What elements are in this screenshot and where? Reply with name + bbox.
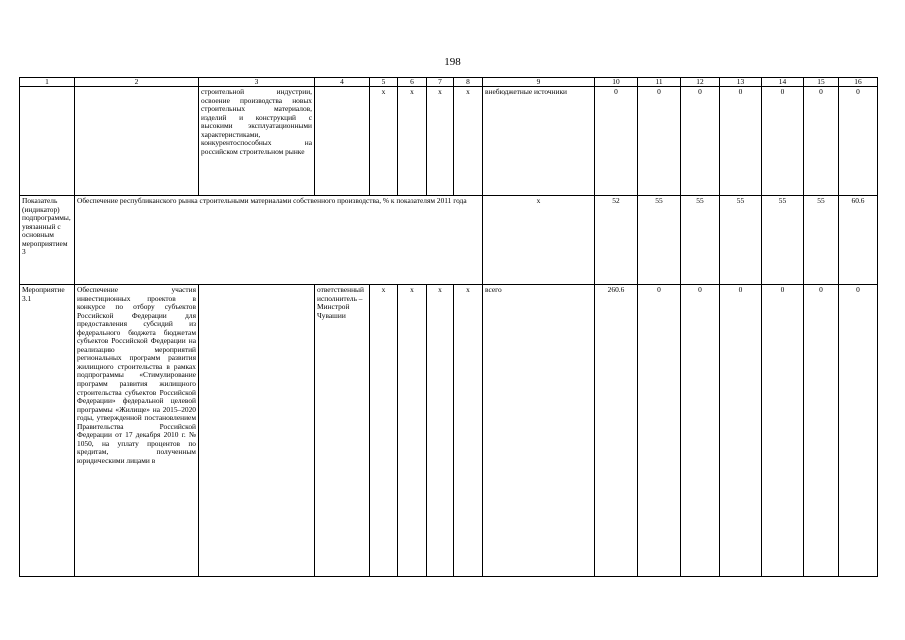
row3-code-cell: x [370, 285, 398, 577]
row2-name-cell: Показатель (индикатор) подпрограммы, увязанный с основным мероприятием 3 [20, 196, 75, 285]
row1-executor-cell [315, 87, 370, 196]
row3-value-cell: 0 [681, 285, 720, 577]
page-number: 198 [444, 56, 461, 68]
header-cell: 14 [762, 78, 804, 87]
row1-title-cell [75, 87, 199, 196]
row3-value-cell: 0 [839, 285, 878, 577]
row2-value-cell: 55 [720, 196, 762, 285]
header-cell: 15 [804, 78, 839, 87]
row2-value-cell: 55 [681, 196, 720, 285]
row1-value-cell: 0 [762, 87, 804, 196]
row3-value-cell: 0 [804, 285, 839, 577]
row1-description-cell: строительной индустрии, освоение производства новых строительных материалов, изделий и конструкций с высокими эксплуатационными характеристиками, конкурентоспособных на российском строительном рынке [199, 87, 315, 196]
header-cell: 8 [454, 78, 483, 87]
row1-code-cell: x [398, 87, 427, 196]
header-cell: 7 [427, 78, 454, 87]
row1-value-cell: 0 [638, 87, 681, 196]
row3-value-cell: 0 [638, 285, 681, 577]
row3-value-cell: 260.6 [595, 285, 638, 577]
header-cell: 16 [839, 78, 878, 87]
table-row [20, 285, 878, 577]
row2-value-cell: 55 [804, 196, 839, 285]
row3-code-cell: x [398, 285, 427, 577]
row1-value-cell: 0 [681, 87, 720, 196]
header-cell: 12 [681, 78, 720, 87]
row2-source-cell: x [483, 196, 595, 285]
table-row [20, 196, 878, 285]
row2-indicator-cell: Обеспечение республиканского рынка строительными материалами собственного производства, % к показателям 2011 года [75, 196, 483, 285]
table-header-row [20, 78, 878, 87]
row3-value-cell: 0 [720, 285, 762, 577]
row3-description-cell: Обеспечение участия инвестиционных проектов в конкурсе по отбору субъектов Российской Федерации для предоставления субсидий из федерального бюджета бюджетам субъектов Российской Федерации на реализацию мероприятий региональных программ развития жилищного строительства в рамках подпрограммы «Стимулирование программ развития жилищного строительства субъектов Российской Федерации» федеральной целевой программы «Жилище» на 2015–2020 годы, утвержденной постановлением Правительства Российской Федерации от 17 декабря 2010 г. № 1050, на уплату процентов по кредитам, полученным юридическими лицами в [75, 285, 199, 577]
table-row [20, 87, 878, 196]
row3-value-cell: 0 [762, 285, 804, 577]
row1-code-cell: x [454, 87, 483, 196]
row2-value-cell: 55 [762, 196, 804, 285]
header-cell: 9 [483, 78, 595, 87]
row3-source-cell: всего [483, 285, 595, 577]
header-cell: 11 [638, 78, 681, 87]
row1-source-cell: внебюджетные источники [483, 87, 595, 196]
row1-name-cell [20, 87, 75, 196]
budget-table [19, 77, 878, 577]
row2-value-cell: 55 [638, 196, 681, 285]
row3-name-cell: Мероприятие 3.1 [20, 285, 75, 577]
row1-value-cell: 0 [839, 87, 878, 196]
header-cell: 6 [398, 78, 427, 87]
header-cell: 3 [199, 78, 315, 87]
row3-code-cell: x [454, 285, 483, 577]
row3-executor-cell: ответственный исполнитель – Минстрой Чувашии [315, 285, 370, 577]
row3-empty-cell [199, 285, 315, 577]
row1-value-cell: 0 [720, 87, 762, 196]
row1-code-cell: x [427, 87, 454, 196]
row1-code-cell: x [370, 87, 398, 196]
row3-code-cell: x [427, 285, 454, 577]
header-cell: 10 [595, 78, 638, 87]
header-cell: 1 [20, 78, 75, 87]
header-cell: 4 [315, 78, 370, 87]
row1-value-cell: 0 [804, 87, 839, 196]
header-cell: 2 [75, 78, 199, 87]
row2-value-cell: 60.6 [839, 196, 878, 285]
header-cell: 5 [370, 78, 398, 87]
header-cell: 13 [720, 78, 762, 87]
row2-value-cell: 52 [595, 196, 638, 285]
row1-value-cell: 0 [595, 87, 638, 196]
